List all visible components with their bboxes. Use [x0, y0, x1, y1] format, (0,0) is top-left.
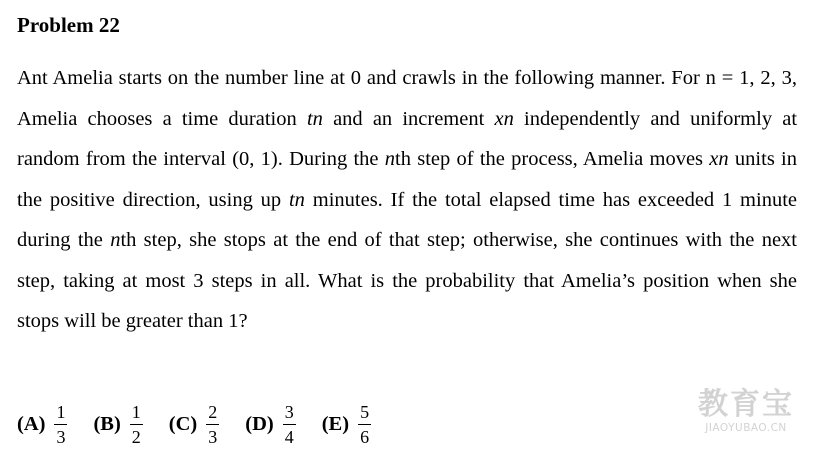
math-x-n: xn [494, 107, 514, 130]
choice-b[interactable] [93, 402, 142, 447]
fraction-denominator: 3 [56, 426, 66, 447]
problem-title: Problem 22 [17, 13, 120, 37]
choice-fraction [54, 402, 67, 447]
math-one: 1 [228, 310, 239, 332]
text-segment: units in the positive direction, using up [17, 148, 797, 211]
text-segment: . During the [277, 148, 379, 170]
fraction-numerator: 3 [283, 402, 296, 425]
problem-statement [17, 58, 797, 342]
text-segment: Amelia chooses a time duration [17, 107, 297, 130]
choice-fraction [358, 402, 371, 447]
math-t-n: tn [288, 188, 305, 211]
choice-e[interactable] [322, 402, 371, 447]
choice-fraction [130, 402, 143, 447]
choice-label: (A) [17, 412, 46, 435]
text-segment: independently and uniformly at random from the interval [17, 107, 798, 170]
watermark-logo [690, 388, 802, 435]
fraction-numerator: 2 [206, 402, 219, 425]
choice-fraction [283, 402, 296, 447]
fraction-numerator: 1 [54, 402, 67, 425]
choice-label: (E) [321, 412, 350, 435]
math-x-n: xn [709, 148, 729, 170]
math-interval: (0, 1) [232, 148, 278, 170]
fraction-denominator: 2 [131, 426, 141, 447]
choice-c[interactable] [169, 402, 219, 447]
fraction-numerator: 1 [130, 402, 143, 425]
fraction-denominator: 6 [360, 426, 370, 447]
answer-choices [17, 396, 397, 452]
text-segment: minutes. If the total elapsed time has exceeded 1 minute during the [17, 188, 797, 251]
watermark-url: JIAOYUBAO.CN [705, 422, 787, 434]
watermark-main-text: 教育宝 [698, 387, 794, 422]
choice-label: (B) [93, 412, 121, 435]
math-t-n: tn [306, 107, 323, 130]
choice-a[interactable] [17, 402, 67, 447]
math-n: n [110, 229, 121, 251]
fraction-denominator: 3 [208, 426, 218, 447]
text-segment: Ant Amelia starts on the number line at 0 and crawls in the following manner. For [17, 67, 700, 89]
text-segment: th step of the process, Amelia moves [395, 148, 704, 170]
choice-label: (D) [245, 412, 274, 435]
choice-label: (C) [168, 412, 198, 435]
text-segment: ? [238, 310, 248, 332]
fraction-numerator: 5 [358, 402, 371, 425]
math-n: n [384, 148, 396, 170]
text-segment: th step, she stops at the end of that step; otherwise, she continues with the next step, taking at most 3 steps in all. What is the probability that Amelia’s position when she stops will be greater than [17, 229, 798, 332]
text-segment: and an increment [333, 107, 485, 130]
math-n-sequence: n = 1, 2, 3, [705, 67, 798, 89]
fraction-denominator: 4 [284, 426, 294, 447]
choice-d[interactable] [245, 402, 295, 447]
choice-fraction [206, 402, 219, 447]
